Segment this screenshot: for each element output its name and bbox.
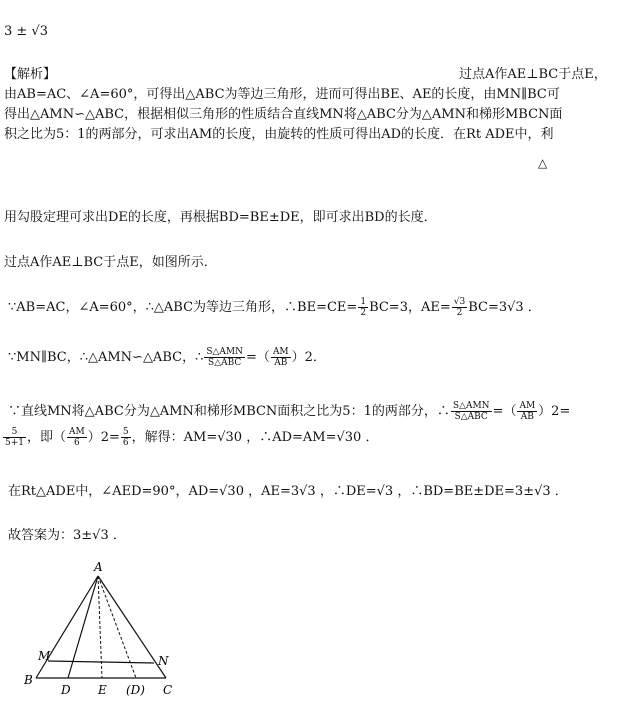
analysis-line-3: 得出△AMN∽△ABC，根据相似三角形的性质结合直线MN将△ABC分为△AMN和梯形MBCN面: [4, 107, 563, 122]
solution-step-4-cont: $\frac{5}{5+1}$ ，即（ $\frac{AM}{6}$ ）2= $\frac{5}{6}$ ，解得：AM=√30 ，∴AD=AM=√30 ．: [5, 427, 379, 448]
analysis-label: 【解析】: [4, 67, 57, 82]
solution-step-5: 在Rt△ADE中，∠AED=90°，AD=√30 ，AE=3√3 ，∴DE=√3 ，∴BD=BE±DE=3±√3 ．: [8, 484, 568, 499]
solution-step-4: ∵直线MN将△ABC分为△AMN和梯形MBCN面积之比为5：1的两部分，∴ $\frac{\text{S△AMN}}{\text{S△ABC}}$ =（ $\frac{AM}{AB}$ ）2=: [8, 401, 571, 422]
label-c: C: [163, 683, 173, 697]
analysis-line-2: 由AB=AC、∠A=60°，可得出△ABC为等边三角形，进而可得出BE、AE的长度，由MN∥BC可: [4, 87, 560, 102]
label-e: E: [98, 683, 107, 697]
analysis-line-4: 积之比为5：1的两部分，可求出AM的长度，由旋转的性质可得出AD的长度．在Rt ADE中，利: [4, 127, 554, 142]
label-d-rotated: (D): [126, 683, 145, 697]
segment-ad: [68, 576, 98, 678]
solution-step-1: 过点A作AE⊥BC于点E，如图所示．: [4, 255, 217, 270]
label-b: B: [24, 673, 33, 687]
analysis-line-5: 用勾股定理可求出DE的长度，再根据BD=BE±DE，即可求出BD的长度．: [4, 210, 437, 225]
triangle-figure: [18, 558, 198, 700]
label-n: N: [158, 654, 169, 668]
conclusion: 故答案为：3±√3 ．: [8, 528, 126, 543]
answer-text: 3 ± √3: [4, 24, 48, 39]
triangle-glyph: △: [538, 156, 548, 170]
label-m: M: [38, 649, 51, 663]
solution-step-3: ∵MN∥BC，∴△AMN∽△ABC，∴ $\frac{\text{S△AMN}}{\text{S△ABC}}$ =（ $\frac{AM}{AB}$ ）2．: [8, 347, 326, 368]
label-a: A: [94, 560, 103, 574]
solution-step-2: ∵AB=AC，∠A=60°，∴△ABC为等边三角形，∴BE=CE= $\frac{1}{2}$ BC=3，AE= $\frac{√3}{2}$ BC=3√3 ．: [8, 297, 541, 318]
altitude-ae: [98, 576, 102, 678]
analysis-line-1: 过点A作AE⊥BC于点E，: [459, 67, 607, 82]
label-d: D: [61, 683, 71, 697]
